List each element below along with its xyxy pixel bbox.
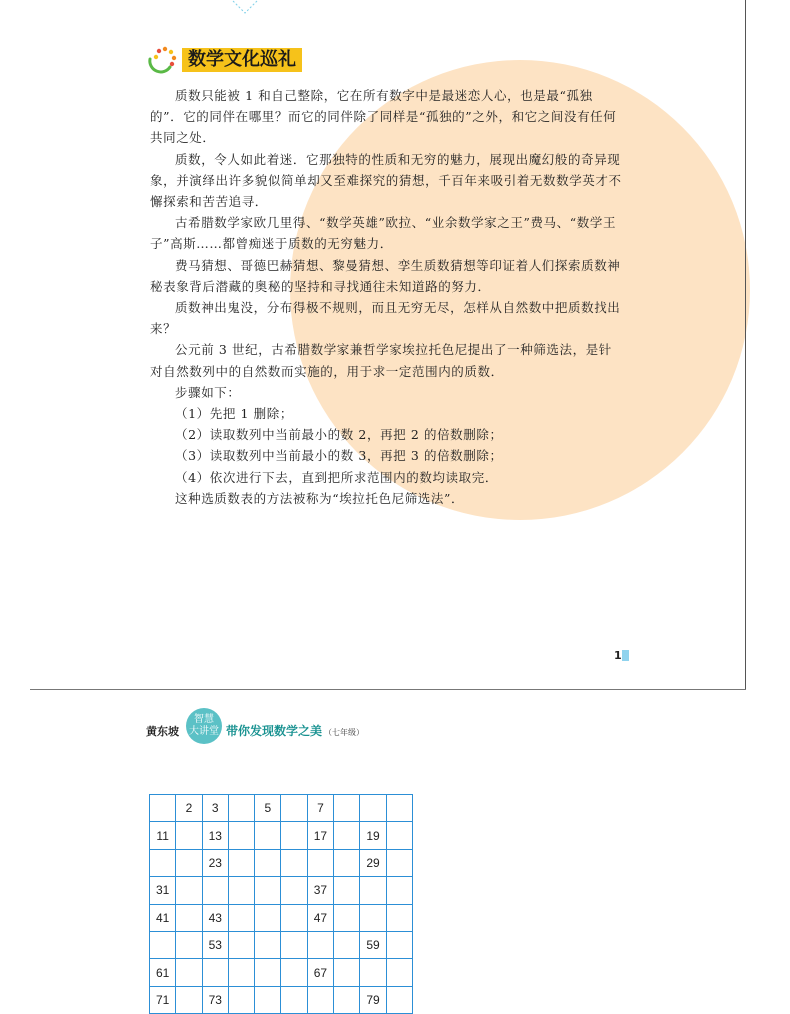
book-title-text: 带你发现数学之美	[226, 724, 323, 738]
author-name: 黄东坡	[146, 725, 179, 738]
table-cell	[255, 849, 281, 876]
table-cell	[334, 849, 360, 876]
table-cell	[334, 877, 360, 904]
table-cell	[334, 986, 360, 1013]
table-cell	[386, 904, 412, 931]
table-row	[150, 986, 413, 1013]
table-cell	[255, 822, 281, 849]
badge-line: 智慧	[194, 714, 214, 725]
table-cell	[228, 795, 254, 822]
table-row	[150, 959, 413, 986]
table-cell: 71	[150, 986, 176, 1013]
table-cell	[176, 986, 202, 1013]
table-cell	[334, 959, 360, 986]
table-cell: 31	[150, 877, 176, 904]
table-cell	[307, 931, 333, 958]
table-cell	[176, 849, 202, 876]
table-cell	[176, 959, 202, 986]
grade-label: （七年级）	[324, 728, 365, 737]
table-cell	[255, 959, 281, 986]
table-cell	[228, 931, 254, 958]
badge-line: 大讲堂	[189, 726, 219, 737]
table-cell: 11	[150, 822, 176, 849]
section-title: 数学文化巡礼	[182, 48, 302, 72]
step-item: （3）读取数列中当前最小的数 3，再把 3 的倍数删除；	[175, 448, 503, 464]
table-cell: 29	[360, 849, 386, 876]
sieve-table	[149, 794, 413, 1014]
table-cell	[360, 904, 386, 931]
table-cell: 41	[150, 904, 176, 931]
table-cell	[255, 986, 281, 1013]
table-cell	[176, 877, 202, 904]
table-cell: 67	[307, 959, 333, 986]
table-cell	[386, 822, 412, 849]
step-item: （2）读取数列中当前最小的数 2，再把 2 的倍数删除；	[175, 427, 503, 443]
table-cell: 5	[255, 795, 281, 822]
paragraph: 古希腊数学家欧几里得、“数学英雄”欧拉、“业余数学家之王”费马、“数学王子”高斯……都曾痴迷于质数的无穷魅力．	[150, 215, 617, 252]
table-cell	[150, 795, 176, 822]
table-row	[150, 795, 413, 822]
table-cell	[307, 849, 333, 876]
step-item: （1）先把 1 删除；	[175, 406, 293, 422]
table-cell: 79	[360, 986, 386, 1013]
table-cell	[228, 904, 254, 931]
table-cell	[255, 904, 281, 931]
table-cell	[386, 877, 412, 904]
table-row	[150, 822, 413, 849]
closing-paragraph: 这种选质数表的方法被称为“埃拉托色尼筛选法”．	[175, 490, 465, 506]
table-cell	[386, 849, 412, 876]
table-cell	[281, 904, 307, 931]
table-cell: 43	[202, 904, 228, 931]
table-cell: 61	[150, 959, 176, 986]
table-cell	[228, 877, 254, 904]
paragraph: 质数只能被 1 和自己整除，它在所有数字中是最迷恋人心，也是最“孤独的”．它的同伴在哪里？而它的同伴除了同样是“孤独的”之外，和它之间没有任何共同之处．	[150, 88, 617, 146]
table-cell: 7	[307, 795, 333, 822]
table-cell	[360, 795, 386, 822]
table-cell: 2	[176, 795, 202, 822]
table-cell	[281, 959, 307, 986]
table-cell	[228, 822, 254, 849]
table-cell	[255, 931, 281, 958]
table-cell: 17	[307, 822, 333, 849]
table-row	[150, 904, 413, 931]
table-cell	[334, 795, 360, 822]
table-cell	[228, 849, 254, 876]
table-cell: 59	[360, 931, 386, 958]
table-cell	[202, 877, 228, 904]
table-cell	[255, 877, 281, 904]
lecture-badge	[186, 708, 222, 744]
paragraph: 质数，令人如此着迷．它那独特的性质和无穷的魅力，展现出魔幻般的奇异现象，并演绎出许多貌似简单却又至难探究的猜想，千百年来吸引着无数数学英才不懈探索和苦苦追寻．	[150, 151, 622, 210]
table-cell	[307, 986, 333, 1013]
table-cell	[202, 959, 228, 986]
table-cell	[228, 959, 254, 986]
table-cell: 19	[360, 822, 386, 849]
table-cell	[281, 849, 307, 876]
table-cell	[281, 986, 307, 1013]
paragraph: 步骤如下：	[175, 384, 241, 400]
chevron-down-icon	[232, 0, 258, 14]
table-cell	[281, 795, 307, 822]
page-edge	[745, 0, 746, 690]
table-cell: 53	[202, 931, 228, 958]
table-cell: 73	[202, 986, 228, 1013]
table-row	[150, 931, 413, 958]
table-cell	[334, 931, 360, 958]
paragraph: 质数神出鬼没，分布得极不规则，而且无穷无尽，怎样从自然数中把质数找出来？	[150, 300, 621, 337]
table-cell: 23	[202, 849, 228, 876]
page-number: 1	[614, 649, 622, 662]
table-cell	[176, 822, 202, 849]
table-cell	[281, 822, 307, 849]
step-item: （4）依次进行下去，直到把所求范围内的数均读取完．	[175, 469, 498, 485]
book-title	[226, 722, 364, 739]
table-cell	[386, 986, 412, 1013]
article-body	[150, 85, 624, 509]
table-cell	[360, 877, 386, 904]
table-cell	[150, 849, 176, 876]
table-cell	[386, 931, 412, 958]
paragraph: 公元前 3 世纪，古希腊数学家兼哲学家埃拉托色尼提出了一种筛选法，是针对自然数列中的自然数而实施的，用于求一定范围内的质数．	[150, 342, 612, 379]
table-cell	[334, 822, 360, 849]
table-cell	[228, 986, 254, 1013]
table-cell: 13	[202, 822, 228, 849]
page-number-marker	[622, 650, 629, 661]
table-cell	[386, 959, 412, 986]
table-cell: 47	[307, 904, 333, 931]
table-cell	[334, 904, 360, 931]
table-cell	[150, 931, 176, 958]
table-cell	[281, 877, 307, 904]
table-cell	[176, 931, 202, 958]
paragraph: 费马猜想、哥德巴赫猜想、黎曼猜想、孪生质数猜想等印证着人们探索质数神秘表象背后潜藏的奥秘的坚持和寻找通往未知道路的努力．	[150, 257, 621, 294]
page-two	[0, 690, 790, 1007]
table-cell	[176, 904, 202, 931]
culture-logo-icon	[146, 45, 180, 75]
table-cell	[386, 795, 412, 822]
table-cell	[281, 931, 307, 958]
table-cell: 3	[202, 795, 228, 822]
table-row	[150, 877, 413, 904]
table-cell: 37	[307, 877, 333, 904]
table-cell	[360, 959, 386, 986]
table-row	[150, 849, 413, 876]
